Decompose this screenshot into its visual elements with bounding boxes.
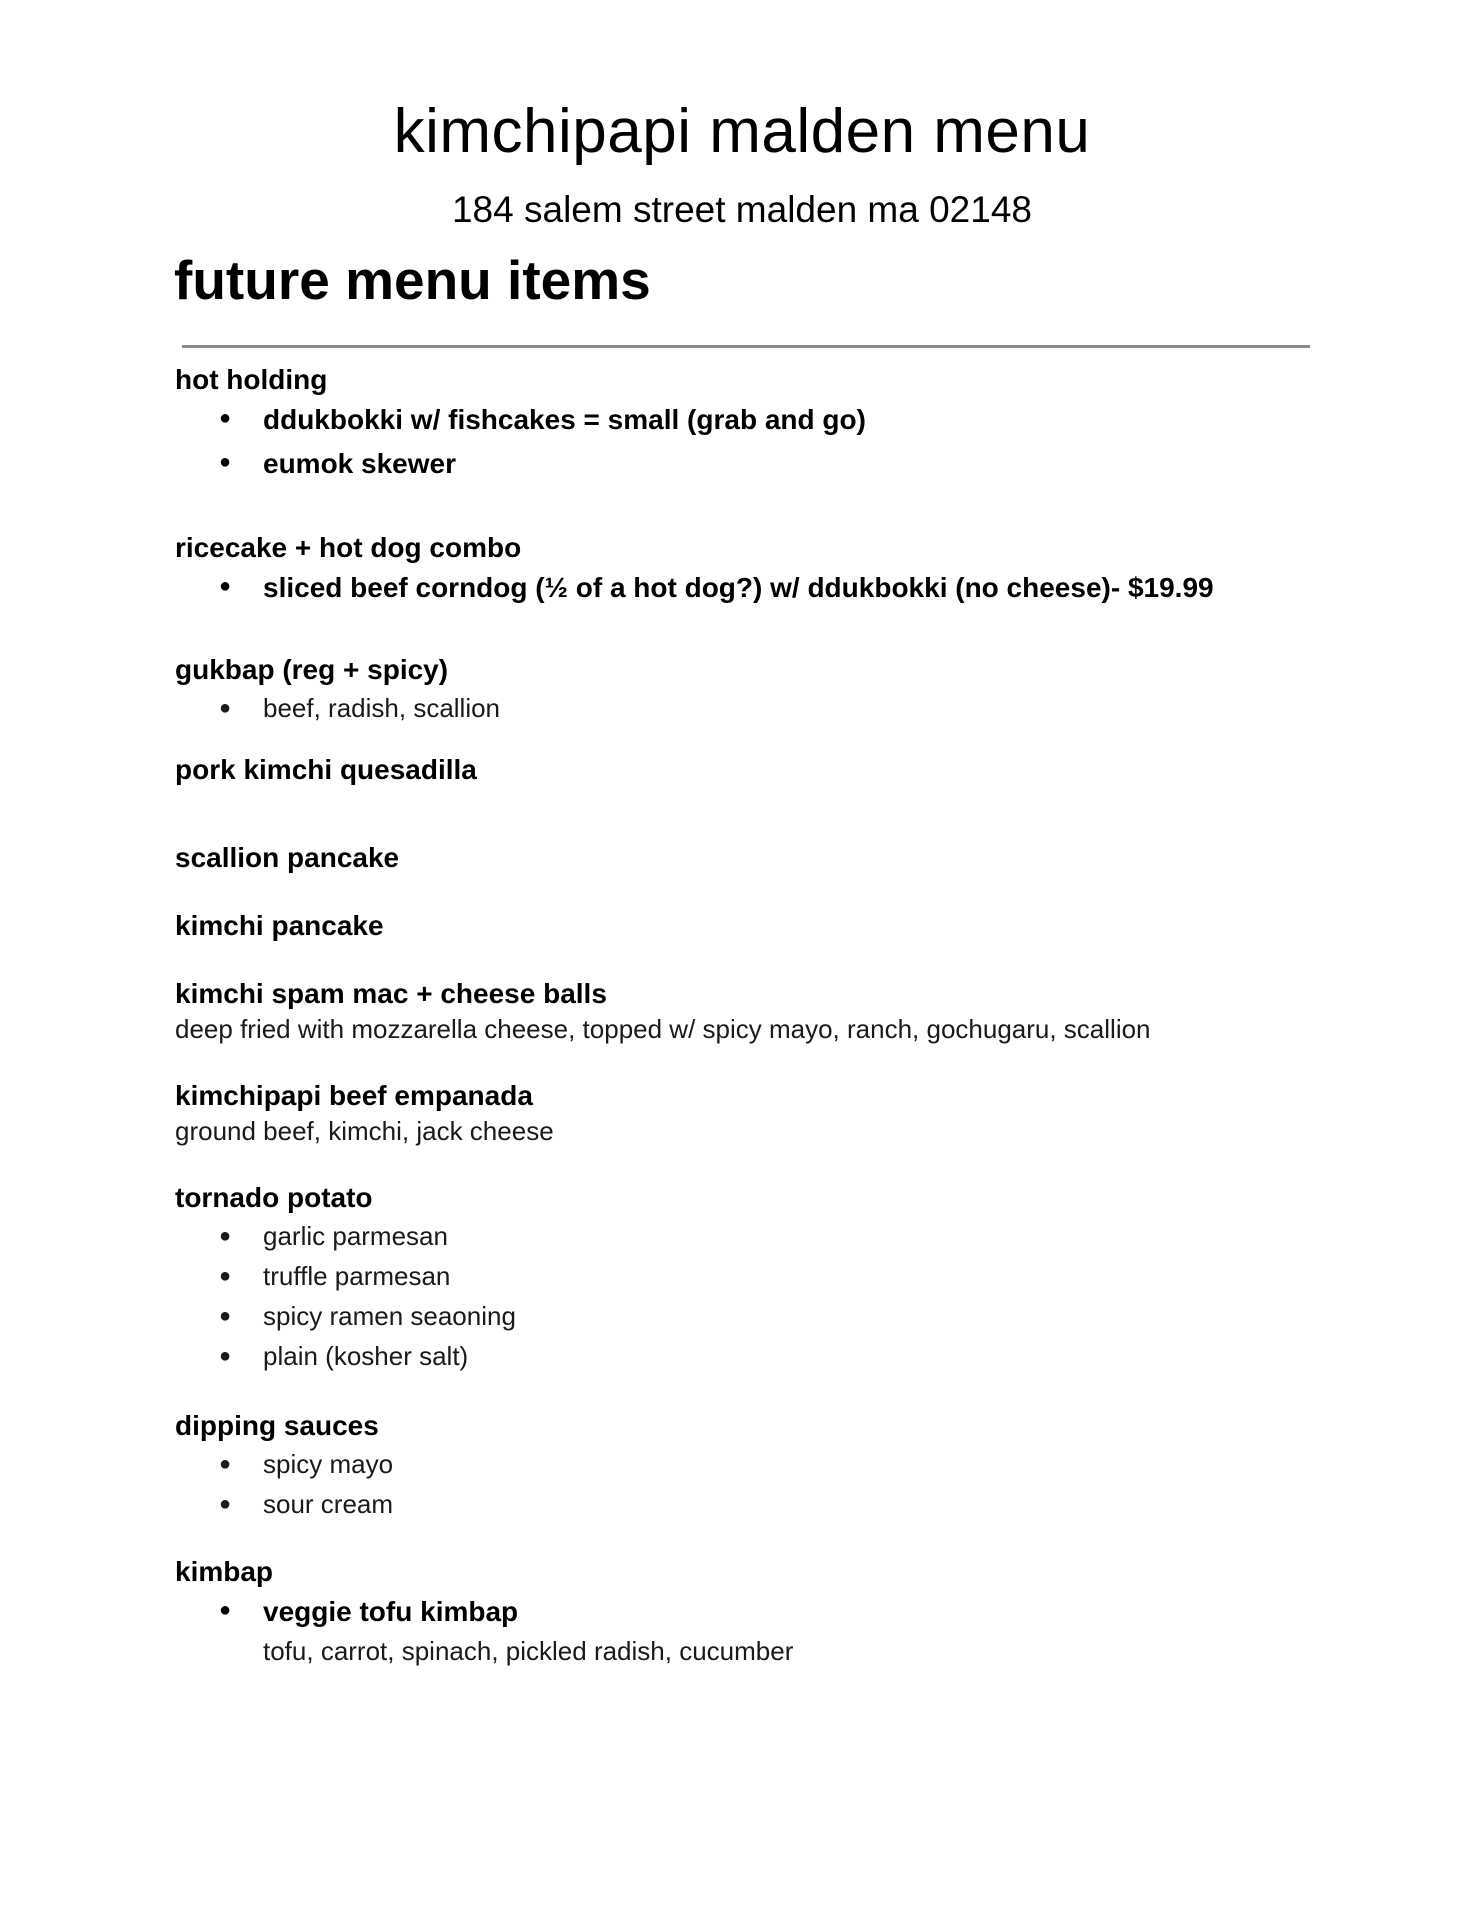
menu-group-empanada	[175, 1078, 1375, 1148]
bullet-icon: ●	[219, 407, 232, 429]
menu-group-kimbap	[175, 1554, 1375, 1668]
bullet-icon: ●	[219, 575, 232, 597]
list-item	[175, 566, 1375, 610]
item-label: truffle parmesan	[263, 1261, 451, 1291]
group-title: ricecake + hot dog combo	[175, 532, 522, 563]
item-label: beef, radish, scallion	[263, 693, 501, 723]
item-label: plain (kosher salt)	[263, 1341, 469, 1371]
menu-group-mac-balls	[175, 976, 1375, 1046]
menu-group-hot-holding	[175, 362, 1375, 486]
item-list	[175, 1590, 1375, 1634]
group-title: hot holding	[175, 364, 328, 395]
menu-group-tornado-potato	[175, 1180, 1375, 1376]
bullet-icon: ●	[219, 1265, 232, 1287]
bullet-icon: ●	[219, 1305, 232, 1327]
list-item	[175, 1444, 1375, 1484]
item-list	[175, 566, 1375, 610]
list-item	[175, 1296, 1375, 1336]
bullet-icon: ●	[219, 451, 232, 473]
group-title: tornado potato	[175, 1182, 373, 1213]
item-label: spicy mayo	[263, 1449, 394, 1479]
item-label: sour cream	[263, 1489, 394, 1519]
menu-group-scallion-pancake	[175, 840, 1375, 876]
item-list	[175, 1444, 1375, 1524]
list-item	[175, 1216, 1375, 1256]
group-title: kimchi pancake	[175, 910, 384, 941]
list-item	[175, 398, 1375, 442]
group-title: kimchipapi beef empanada	[175, 1080, 533, 1111]
menu-group-combo	[175, 530, 1375, 610]
menu-group-dipping-sauces	[175, 1408, 1375, 1524]
page-title: kimchipapi malden menu	[393, 97, 1091, 166]
bullet-icon: ●	[219, 697, 232, 719]
menu-group-gukbap	[175, 652, 1375, 728]
item-label: garlic parmesan	[263, 1221, 448, 1251]
group-title: dipping sauces	[175, 1410, 379, 1441]
section-heading: future menu items	[174, 249, 651, 311]
group-title: kimchi spam mac + cheese balls	[175, 978, 607, 1009]
item-description: ground beef, kimchi, jack cheese	[175, 1116, 554, 1146]
list-item	[175, 442, 1375, 486]
item-label: eumok skewer	[263, 448, 456, 479]
horizontal-rule	[182, 345, 1310, 348]
list-item	[175, 1484, 1375, 1524]
item-description: tofu, carrot, spinach, pickled radish, cucumber	[263, 1636, 794, 1666]
menu-group-quesadilla	[175, 752, 1375, 788]
item-list	[175, 688, 1375, 728]
bullet-icon: ●	[219, 1453, 232, 1475]
item-description: deep fried with mozzarella cheese, topped w/ spicy mayo, ranch, gochugaru, scallion	[175, 1014, 1151, 1044]
menu-content	[175, 360, 1375, 1668]
item-list	[175, 1216, 1375, 1376]
list-item	[175, 1256, 1375, 1296]
group-title: gukbap (reg + spicy)	[175, 654, 449, 685]
menu-group-kimchi-pancake	[175, 908, 1375, 944]
item-label: spicy ramen seaoning	[263, 1301, 516, 1331]
item-label: ddukbokki w/ fishcakes = small (grab and go)	[263, 404, 866, 435]
item-label: sliced beef corndog (½ of a hot dog?) w/ ddukbokki (no cheese)- $19.99	[263, 572, 1214, 603]
bullet-icon: ●	[219, 1599, 232, 1621]
group-title: pork kimchi quesadilla	[175, 754, 477, 785]
bullet-icon: ●	[219, 1225, 232, 1247]
list-item	[175, 688, 1375, 728]
group-title: scallion pancake	[175, 842, 400, 873]
bullet-icon: ●	[219, 1345, 232, 1367]
item-label: veggie tofu kimbap	[263, 1596, 519, 1627]
address: 184 salem street malden ma 02148	[451, 189, 1032, 230]
list-item	[175, 1590, 1375, 1634]
group-title: kimbap	[175, 1556, 274, 1587]
list-item	[175, 1336, 1375, 1376]
bullet-icon: ●	[219, 1493, 232, 1515]
item-list	[175, 398, 1375, 486]
